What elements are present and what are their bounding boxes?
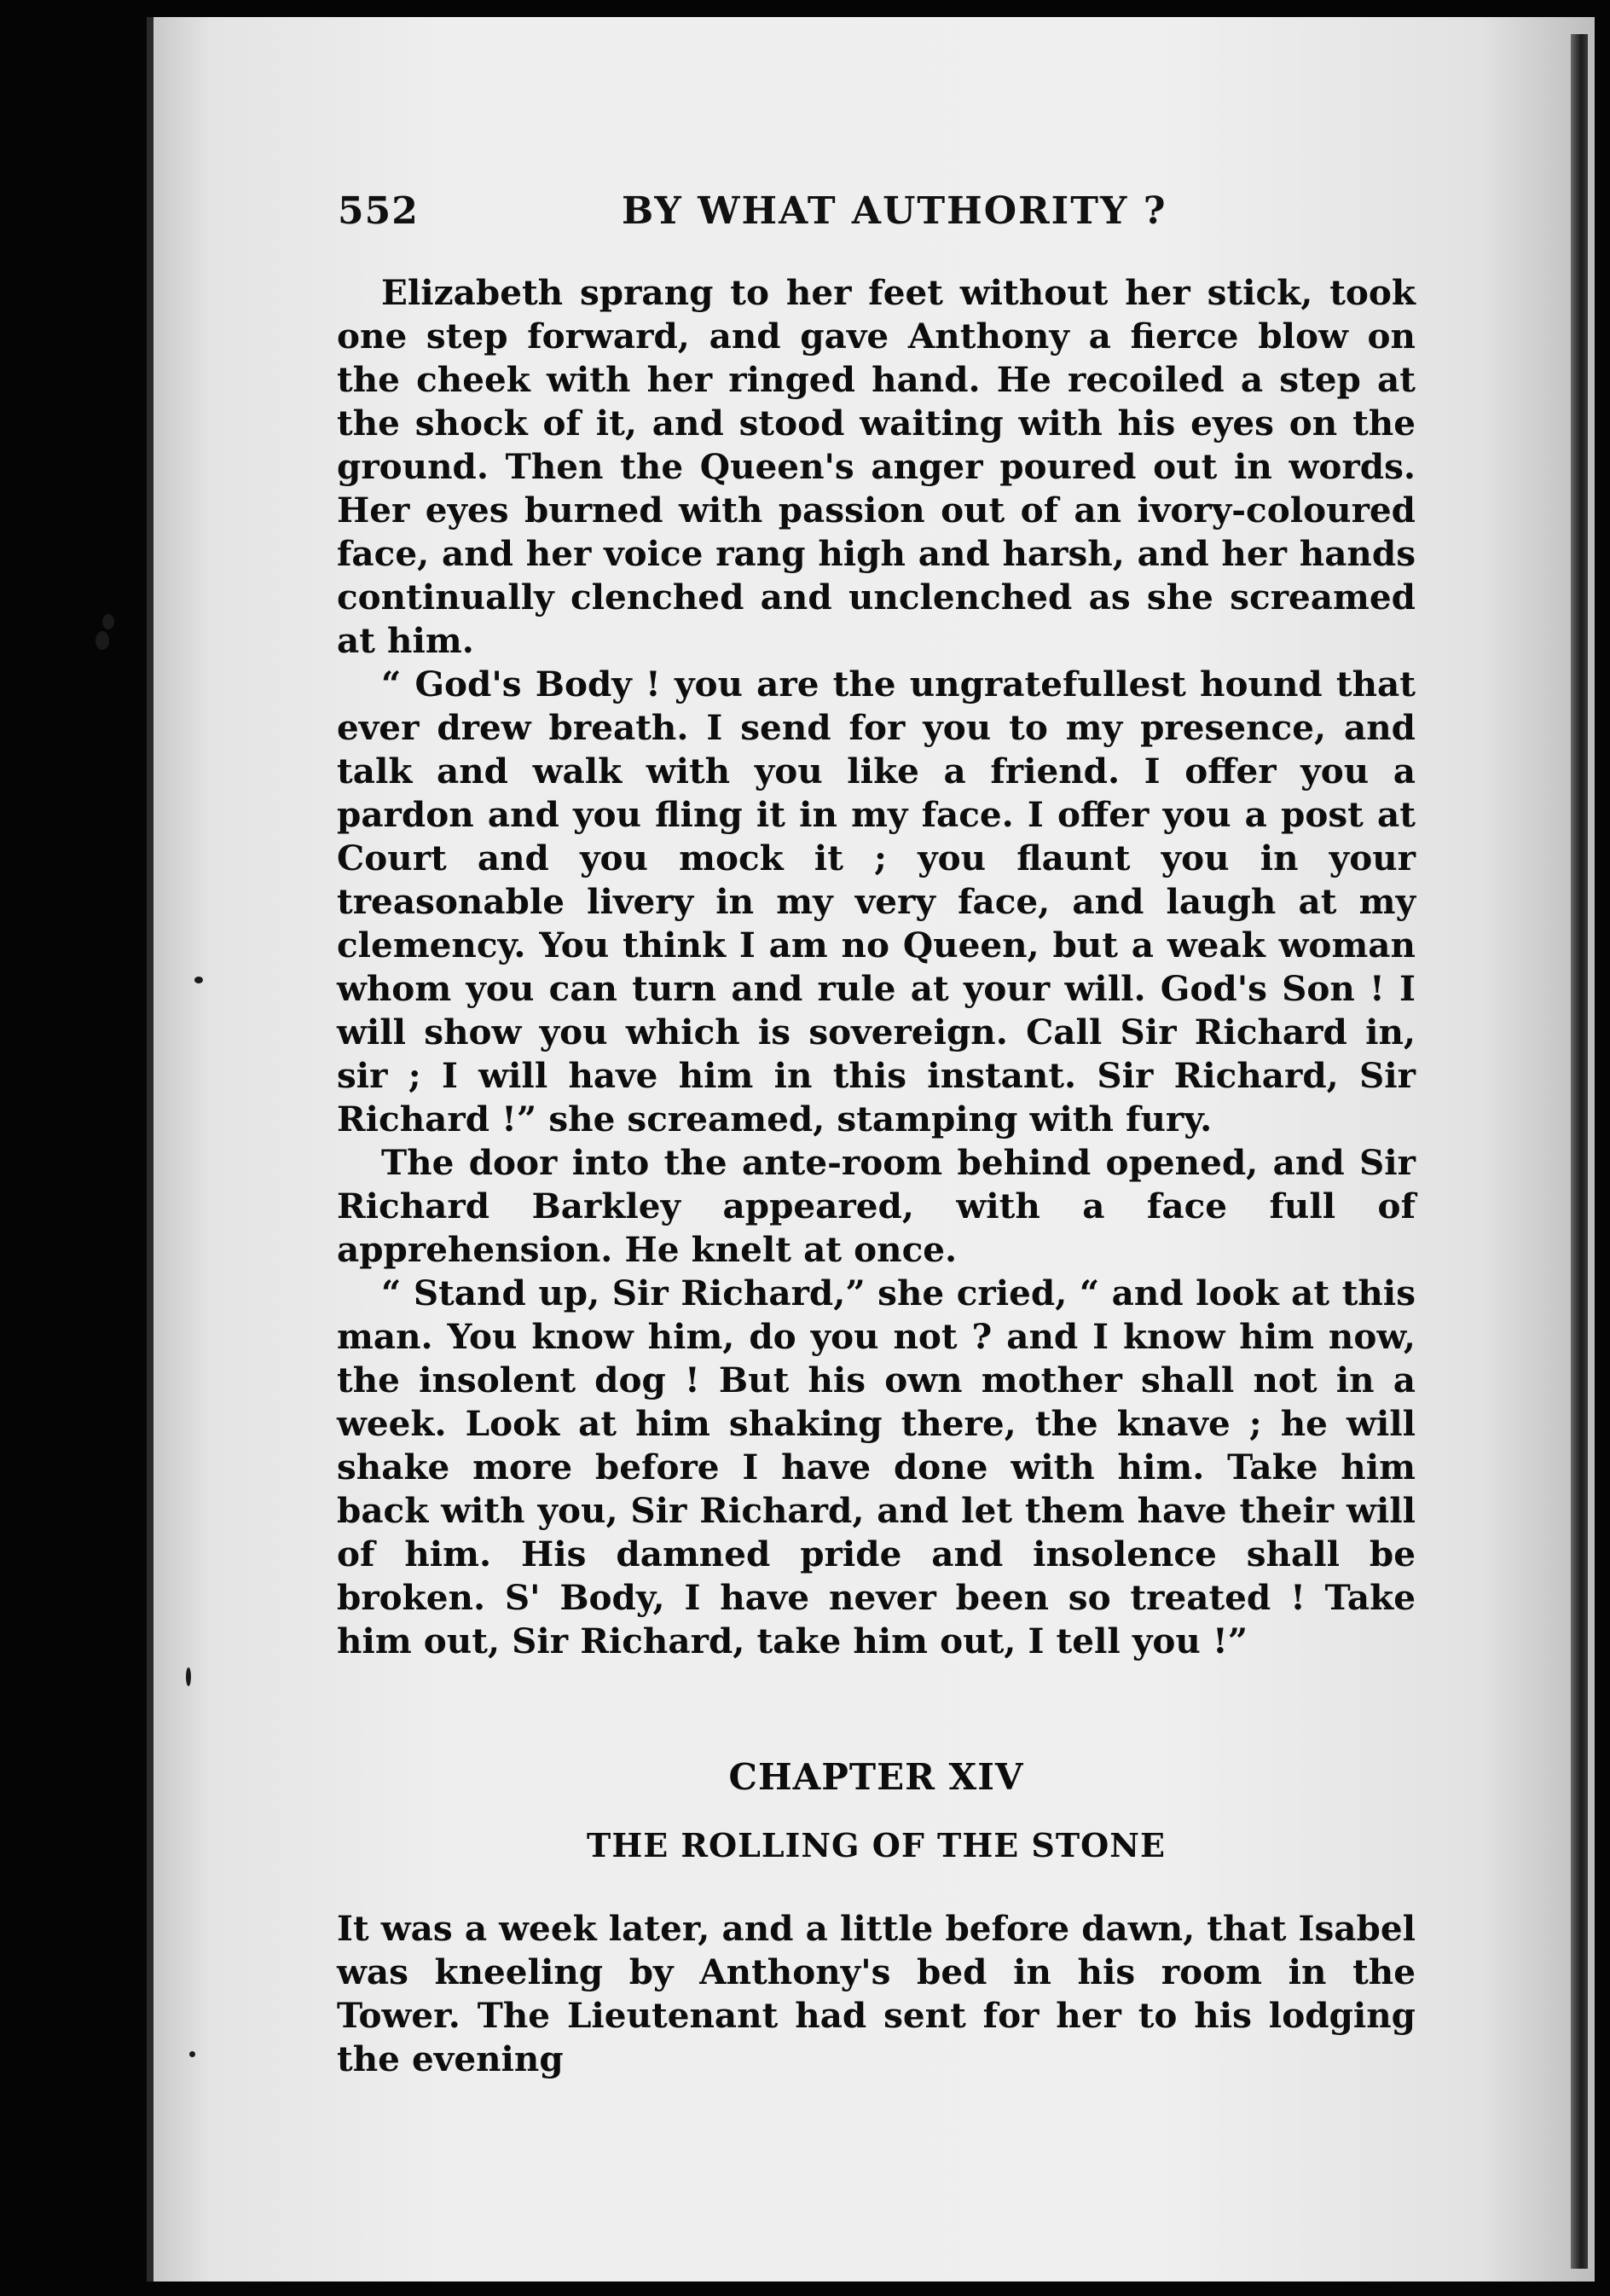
page-body bbox=[337, 271, 1416, 2081]
paragraph-queen-command: “ Stand up, Sir Richard,” she cried, “ and look at this man. You know him, do you not ? and I know him now, the insolent dog ! But his own mother shall not in a week. Look at him shaking there, the knave ; he will shake more before I have done with him. Take him back with you, Sir Richard, and let them have their will of him. His damned pride and insolence shall be broken. S' Body, I have never been so treated ! Take him out, Sir Richard, take him out, I tell you !” bbox=[337, 1273, 1416, 1661]
dust-speck bbox=[189, 2051, 195, 2057]
paragraph-queen-strikes: Elizabeth sprang to her feet without her stick, took one step forward, and gave Anthony a fierce blow on the cheek with her ringed hand. He recoiled a step at the shock of it, and stood waiting with his eyes on the ground. Then the Queen's anger poured out in words. Her eyes burned with passion out of an ivory-coloured face, and her voice rang high and harsh, and her hands continually clenched and unclenched as she screamed at him. bbox=[337, 272, 1416, 661]
dust-speck bbox=[194, 977, 203, 983]
chapter-opening-paragraph: It was a week later, and a little before dawn, that Isabel was kneeling by Anthony's bed in his room in the Tower. The Lieutenant had sent for her to his lodging the evening bbox=[337, 1908, 1416, 2079]
page-number: 552 bbox=[338, 189, 419, 233]
page-header bbox=[338, 189, 1412, 249]
dust-speck bbox=[186, 1667, 191, 1686]
paragraph-sir-richard-enters: The door into the ante-room behind opened, and Sir Richard Barkley appeared, with a face full of apprehension. He knelt at once. bbox=[337, 1142, 1416, 1270]
paragraph-queen-speech: “ God's Body ! you are the ungratefullest hound that ever drew breath. I send for you to my presence, and talk and walk with you like a friend. I offer you a pardon and you fling it in my face. I offer you a post at Court and you mock it ; you flaunt you in your treasonable livery in my very face, and laugh at my clemency. You think I am no Queen, but a weak woman whom you can turn and rule at your will. God's Son ! I will show you which is sovereign. Call Sir Richard in, sir ; I will have him in this instant. Sir Richard, Sir Richard !” she screamed, stamping with fury. bbox=[337, 664, 1416, 1139]
dust-speck bbox=[102, 614, 114, 629]
running-head: BY WHAT AUTHORITY ? bbox=[622, 189, 1167, 233]
chapter-subtitle: THE ROLLING OF THE STONE bbox=[587, 1826, 1166, 1864]
dust-speck bbox=[96, 631, 109, 650]
chapter-title: CHAPTER XIV bbox=[728, 1756, 1024, 1798]
book-spine-edge bbox=[1571, 34, 1588, 2269]
